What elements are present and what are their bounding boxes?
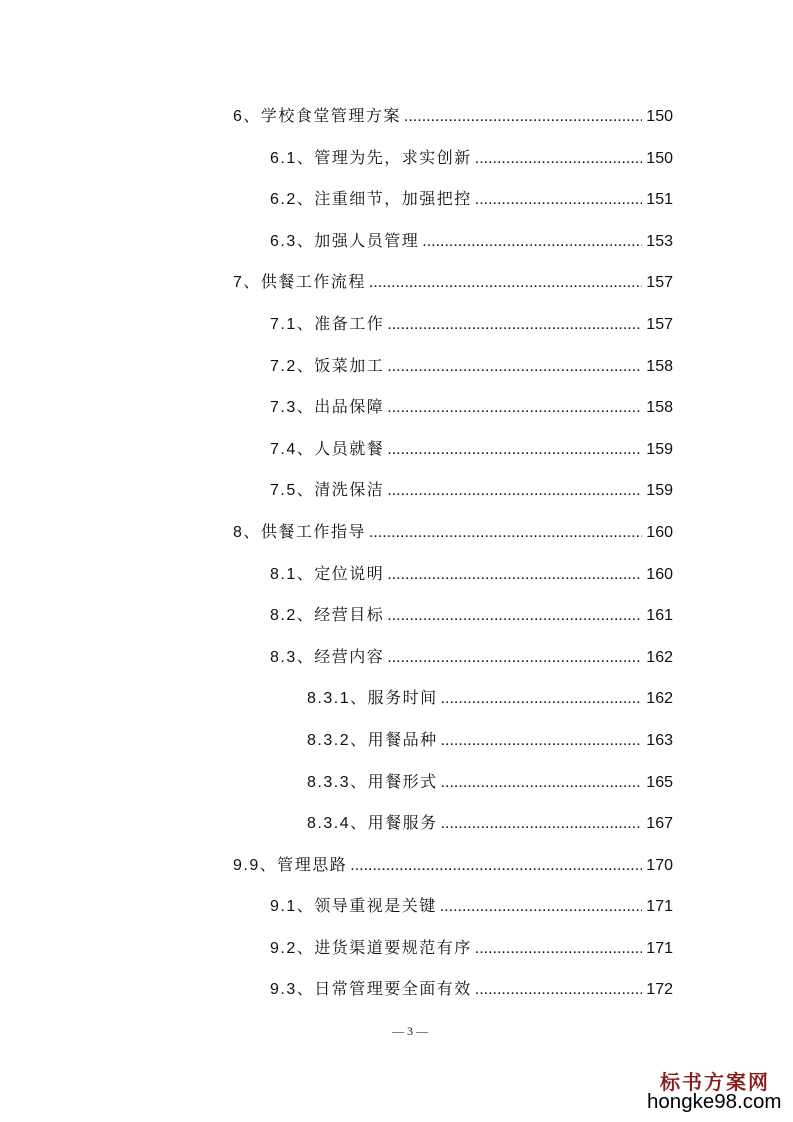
dot-leader xyxy=(387,429,642,471)
toc-entry-label: 8、供餐工作指导 xyxy=(233,523,366,541)
toc-entry-label: 8.2、经营目标 xyxy=(270,607,385,625)
toc-entry-page: 172 xyxy=(646,981,673,999)
toc-entry-8-1[interactable] xyxy=(0,554,673,596)
toc-entry-7-3[interactable] xyxy=(0,387,673,429)
toc-entry-label: 7、供餐工作流程 xyxy=(233,274,366,292)
toc-entry-page: 167 xyxy=(646,815,673,833)
toc-entry-page: 150 xyxy=(646,149,673,167)
toc-entry-label: 9.2、进货渠道要规范有序 xyxy=(270,939,472,957)
dot-leader xyxy=(387,470,642,512)
toc-entry-label: 9.9、管理思路 xyxy=(233,856,348,874)
toc-entry-label: 6、学校食堂管理方案 xyxy=(233,108,401,125)
toc-entry-page: 159 xyxy=(646,482,673,500)
toc-entry-6[interactable] xyxy=(0,96,673,138)
toc-entry-8-3-4[interactable] xyxy=(0,803,673,845)
dot-leader xyxy=(387,346,642,388)
toc-entry-9-1[interactable] xyxy=(0,886,673,928)
toc-entry-9-2[interactable] xyxy=(0,928,673,970)
toc-entry-page: 157 xyxy=(646,274,673,292)
dot-leader xyxy=(441,762,643,804)
toc-entry-label: 6.2、注重细节，加强把控 xyxy=(270,191,472,209)
toc-entry-label: 8.3.4、用餐服务 xyxy=(307,815,438,833)
toc-entry-8-3-3[interactable] xyxy=(0,762,673,804)
toc-entry-6-3[interactable] xyxy=(0,221,673,263)
dot-leader xyxy=(404,96,642,138)
toc-entry-page: 158 xyxy=(646,357,673,375)
toc-entry-8-3-1[interactable] xyxy=(0,678,673,720)
toc-entry-label: 8.3.3、用餐形式 xyxy=(307,773,438,791)
toc-entry-page: 153 xyxy=(646,232,673,250)
toc-entry-page: 171 xyxy=(646,939,673,957)
dot-leader xyxy=(441,720,643,762)
toc-entry-7[interactable] xyxy=(0,262,673,304)
dot-leader xyxy=(440,886,643,928)
toc-entry-page: 165 xyxy=(646,773,673,791)
toc-entry-7-5[interactable] xyxy=(0,470,673,512)
toc-entry-8[interactable] xyxy=(0,512,673,554)
toc-entry-page: 170 xyxy=(646,856,673,874)
dot-leader xyxy=(387,304,642,346)
toc-entry-8-3[interactable] xyxy=(0,637,673,679)
dot-leader xyxy=(350,845,642,887)
toc-entry-page: 162 xyxy=(646,690,673,708)
toc-entry-page: 151 xyxy=(646,191,673,209)
dot-leader xyxy=(369,262,642,304)
toc-entry-6-1[interactable] xyxy=(0,138,673,180)
toc-entry-page: 157 xyxy=(646,315,673,333)
toc-entry-9-3[interactable] xyxy=(0,969,673,1011)
dot-leader xyxy=(475,928,643,970)
page-number-footer: — 3 — xyxy=(392,1024,428,1038)
toc-entry-page: 150 xyxy=(646,108,673,125)
toc-entry-9-9[interactable] xyxy=(0,845,673,887)
toc-entry-page: 161 xyxy=(646,607,673,625)
dot-leader xyxy=(475,179,643,221)
toc-entry-7-1[interactable] xyxy=(0,304,673,346)
dot-leader xyxy=(369,512,642,554)
toc-entry-7-2[interactable] xyxy=(0,346,673,388)
toc-entry-page: 160 xyxy=(646,565,673,583)
toc-entry-label: 7.5、清洗保洁 xyxy=(270,482,385,500)
toc-entry-page: 160 xyxy=(646,523,673,541)
toc-entry-label: 6.3、加强人员管理 xyxy=(270,232,420,250)
dot-leader xyxy=(475,969,643,1011)
dot-leader xyxy=(475,138,643,180)
toc-entry-label: 6.1、管理为先，求实创新 xyxy=(270,149,472,167)
toc-entry-label: 9.1、领导重视是关键 xyxy=(270,898,437,916)
toc-entry-label: 8.3.1、服务时间 xyxy=(307,690,438,708)
dot-leader xyxy=(441,678,643,720)
toc-entry-label: 8.3、经营内容 xyxy=(270,648,385,666)
toc-entry-8-3-2[interactable] xyxy=(0,720,673,762)
toc-entry-page: 171 xyxy=(646,898,673,916)
toc-entry-label: 7.2、饭菜加工 xyxy=(270,357,385,375)
dot-leader xyxy=(387,637,642,679)
dot-leader xyxy=(441,803,643,845)
toc-entry-page: 162 xyxy=(646,648,673,666)
toc-entry-label: 7.1、准备工作 xyxy=(270,315,385,333)
toc-entry-label: 7.4、人员就餐 xyxy=(270,440,385,458)
toc-entry-8-2[interactable] xyxy=(0,595,673,637)
dot-leader xyxy=(387,554,642,596)
toc-entry-page: 158 xyxy=(646,399,673,417)
toc-entry-label: 9.3、日常管理要全面有效 xyxy=(270,981,472,999)
watermark-site: hongke98.com xyxy=(647,1090,782,1113)
toc-entry-label: 8.1、定位说明 xyxy=(270,565,385,583)
toc-entry-page: 159 xyxy=(646,440,673,458)
toc-entry-label: 7.3、出品保障 xyxy=(270,399,385,417)
dot-leader xyxy=(387,595,642,637)
watermark-logo-text: 标书方案网 xyxy=(660,1070,770,1094)
table-of-contents xyxy=(0,96,673,1011)
toc-entry-7-4[interactable] xyxy=(0,429,673,471)
dot-leader xyxy=(387,387,642,429)
dot-leader xyxy=(422,221,642,263)
toc-entry-6-2[interactable] xyxy=(0,179,673,221)
toc-entry-label: 8.3.2、用餐品种 xyxy=(307,731,438,749)
toc-entry-page: 163 xyxy=(646,731,673,749)
